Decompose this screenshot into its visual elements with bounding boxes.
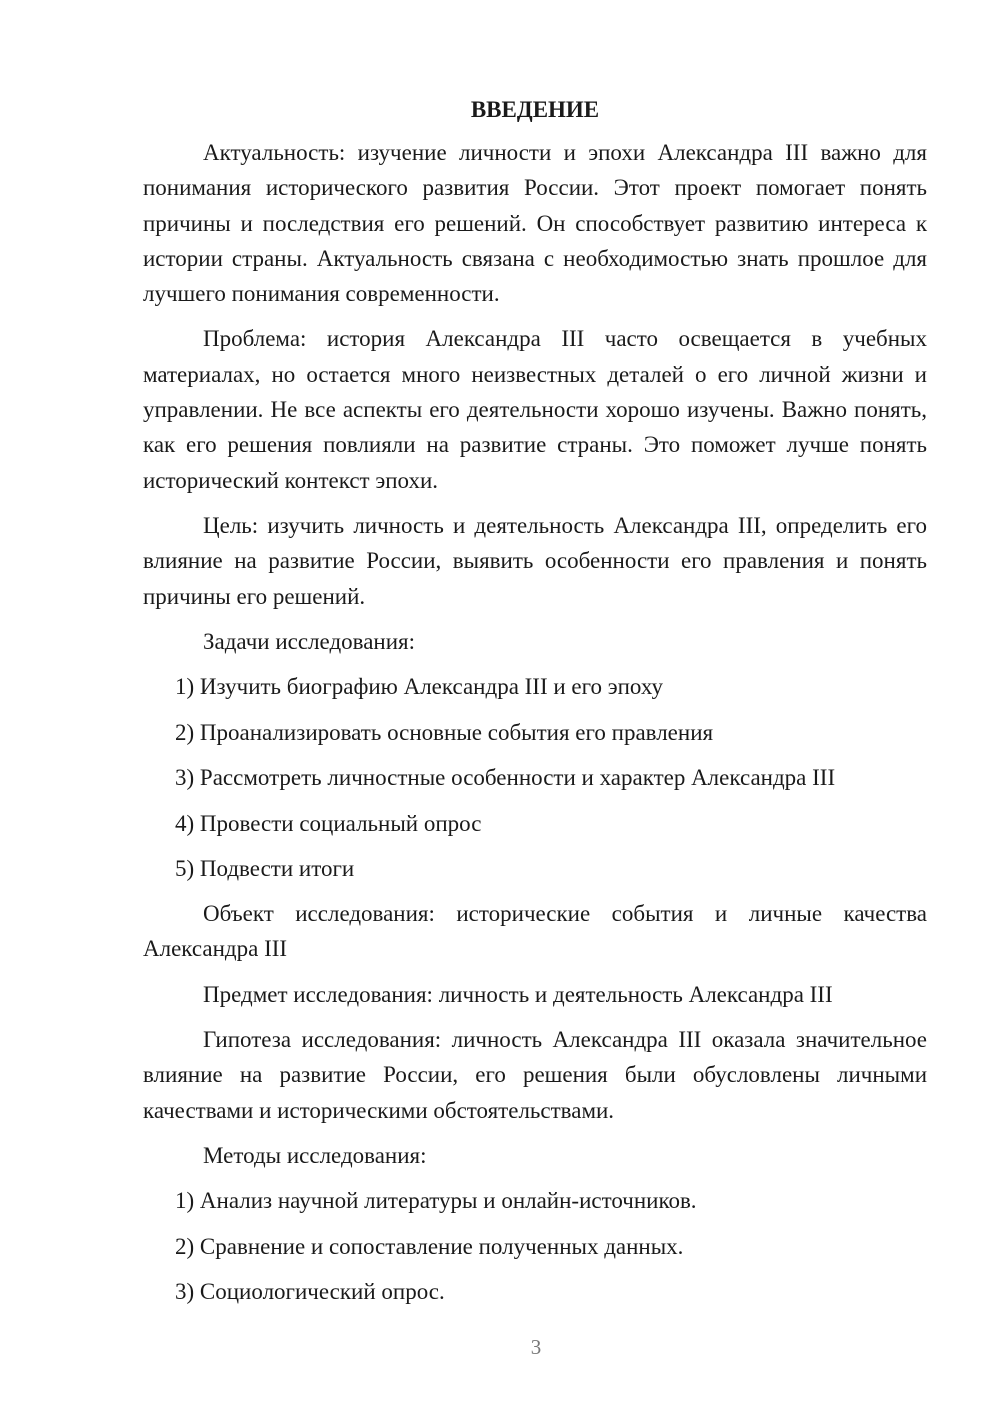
list-item: 2) Сравнение и сопоставление полученных данных. (175, 1233, 684, 1259)
list-item: 3) Рассмотреть личностные особенности и характер Александра III (175, 765, 836, 791)
methods-list (143, 1183, 927, 1309)
tasks-list (143, 669, 927, 886)
list-item: 1) Изучить биографию Александра III и его эпоху (175, 674, 663, 700)
problem-paragraph: Проблема: история Александра III часто освещается в учебных материалах, но остается много неизвестных деталей о его личной жизни и управлении. Не все аспекты его деятельности хорошо изучены. Важно понять, как его решения повлияли на развитие страны. Это поможет лучше понять исторический контекст эпохи. (143, 326, 927, 493)
goal-paragraph: Цель: изучить личность и деятельность Александра III, определить его влияние на развитие России, выявить особенности его правления и понять причины его решений. (143, 512, 927, 609)
methods-heading: Методы исследования: (203, 1142, 427, 1168)
hypothesis-paragraph: Гипотеза исследования: личность Александра III оказала значительное влияние на развитие России, его решения были обусловлены личными качествами и историческими обстоятельствами. (143, 1027, 927, 1123)
list-item: 5) Подвести итоги (175, 856, 355, 882)
page-number: 3 (530, 1335, 542, 1359)
document-page (143, 92, 927, 1309)
relevance-paragraph: Актуальность: изучение личности и эпохи Александра III важно для понимания исторического развития России. Этот проект помогает понять причины и последствия его решений. Он способствует развитию интереса к истории страны. Актуальность связана с необходимостью знать прошлое для лучшего понимания современности. (143, 140, 927, 307)
section-title: ВВЕДЕНИЕ (470, 97, 600, 122)
list-item: 4) Провести социальный опрос (175, 810, 482, 836)
list-item: 3) Социологический опрос. (175, 1279, 445, 1305)
tasks-heading: Задачи исследования: (203, 628, 416, 654)
list-item: 2) Проанализировать основные события его правления (175, 719, 714, 745)
list-item: 1) Анализ научной литературы и онлайн-источников. (175, 1188, 697, 1214)
subject-paragraph: Предмет исследования: личность и деятельность Александра III (203, 981, 833, 1007)
object-paragraph: Объект исследования: исторические события и личные качества Александра III (143, 901, 927, 962)
